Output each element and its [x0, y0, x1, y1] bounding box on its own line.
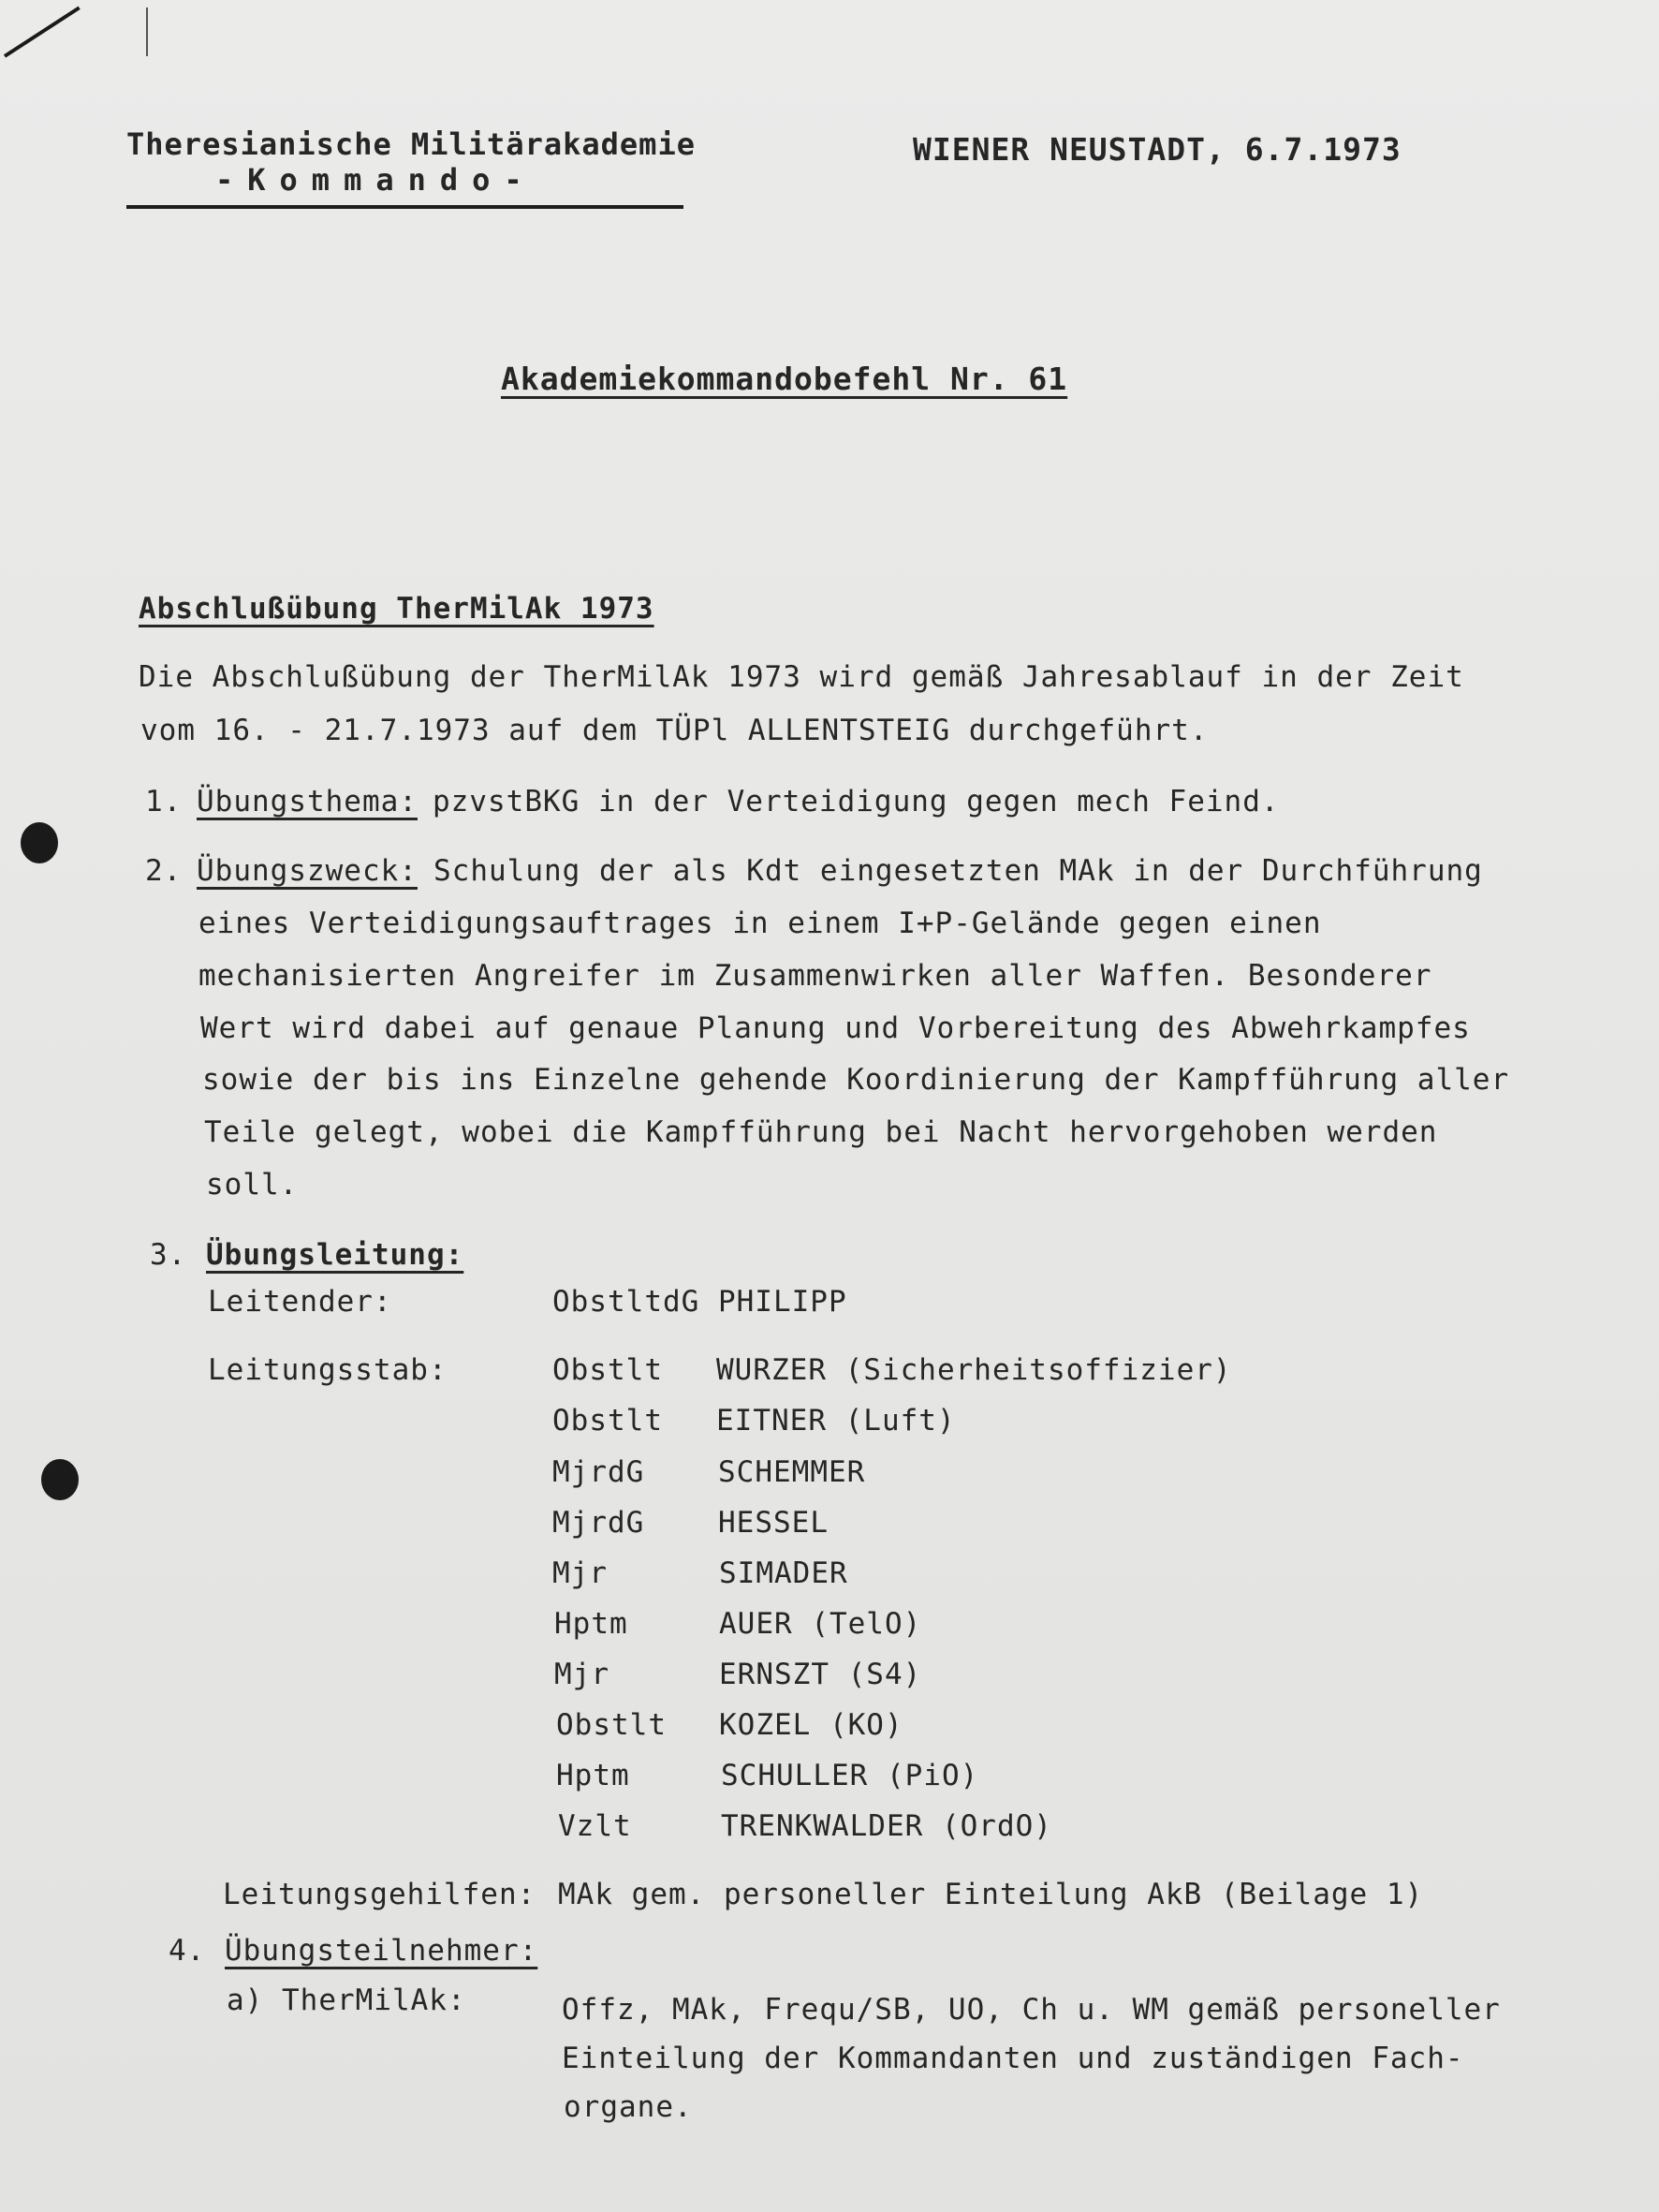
stab-rank: Obstlt	[552, 1353, 663, 1387]
stab-rank: MjrdG	[552, 1455, 645, 1489]
stab-name: HESSEL	[718, 1506, 829, 1540]
item-text: Schulung der als Kdt eingesetzten MAk in der Durchführung	[433, 854, 1483, 888]
leiter-label: Leitender:	[208, 1285, 392, 1319]
participant-a-line: organe.	[564, 2090, 693, 2124]
leiter-value: ObstltdG PHILIPP	[552, 1285, 847, 1319]
item-text-line: soll.	[206, 1168, 299, 1202]
stab-name: SIMADER	[719, 1556, 848, 1590]
letterhead-rule	[126, 205, 683, 209]
stab-name: TRENKWALDER (OrdO)	[721, 1809, 1052, 1843]
pen-mark-vertical	[146, 7, 148, 56]
stab-rank: Obstlt	[556, 1708, 667, 1742]
item-number: 2.	[145, 854, 183, 888]
gehilfen-label: Leitungsgehilfen:	[223, 1878, 536, 1911]
stab-rank: MjrdG	[552, 1506, 645, 1540]
item-text-line: sowie der bis ins Einzelne gehende Koordinierung der Kampfführung aller	[202, 1063, 1510, 1097]
participant-a-line: Offz, MAk, Frequ/SB, UO, Ch u. WM gemäß personeller	[562, 1993, 1501, 2027]
intro-line-1: Die Abschlußübung der TherMilAk 1973 wird gemäß Jahresablauf in der Zeit	[139, 660, 1464, 694]
intro-line-2: vom 16. - 21.7.1973 auf dem TÜPl ALLENTSTEIG durchgeführt.	[140, 714, 1209, 747]
section-heading: Abschlußübung TherMilAk 1973	[139, 592, 654, 626]
document-title: Akademiekommandobefehl Nr. 61	[501, 361, 1068, 397]
letterhead	[126, 126, 696, 209]
item-text-line: mechanisierten Angreifer im Zusammenwirken aller Waffen. Besonderer	[198, 959, 1432, 993]
stab-name: SCHEMMER	[718, 1455, 866, 1489]
item-text-line: Teile gelegt, wobei die Kampfführung bei Nacht hervorgehoben werden	[204, 1115, 1438, 1149]
punch-hole-top	[21, 822, 58, 863]
item-label: Übungsteilnehmer:	[225, 1934, 538, 1968]
item-label: Übungsleitung:	[206, 1238, 464, 1272]
stab-rank: Mjr	[552, 1556, 608, 1590]
item-text: pzvstBKG in der Verteidigung gegen mech Feind.	[433, 785, 1280, 818]
pen-mark	[4, 7, 81, 58]
participant-a-line: Einteilung der Kommandanten und zuständigen Fach-	[562, 2042, 1464, 2075]
item-number: 3.	[150, 1238, 187, 1272]
stab-rank: Mjr	[554, 1658, 609, 1691]
stab-name: SCHULLER (PiO)	[721, 1759, 979, 1792]
item-number: 4.	[169, 1934, 206, 1968]
stab-rank: Hptm	[556, 1759, 630, 1792]
item-number: 1.	[145, 785, 183, 818]
stab-rank: Vzlt	[558, 1809, 632, 1843]
stab-name: KOZEL (KO)	[719, 1708, 903, 1742]
item-label: Übungsthema:	[197, 785, 418, 818]
stab-name: EITNER (Luft)	[716, 1404, 956, 1438]
item-text-line: Wert wird dabei auf genaue Planung und Vorbereitung des Abwehrkampfes	[200, 1011, 1471, 1045]
participant-a-label: a) TherMilAk:	[227, 1983, 466, 2017]
stab-label: Leitungsstab:	[208, 1353, 448, 1387]
stab-rank: Obstlt	[552, 1404, 663, 1438]
place-date: WIENER NEUSTADT, 6.7.1973	[913, 131, 1402, 168]
punch-hole-bottom	[41, 1459, 79, 1500]
item-text-line: eines Verteidigungsauftrages in einem I+P-Gelände gegen einen	[198, 907, 1322, 940]
stab-name: ERNSZT (S4)	[719, 1658, 922, 1691]
item-label: Übungszweck:	[197, 854, 418, 888]
stab-name: WURZER (Sicherheitsoffizier)	[716, 1353, 1232, 1387]
gehilfen-value: MAk gem. personeller Einteilung AkB (Beilage 1)	[558, 1878, 1424, 1911]
stab-rank: Hptm	[554, 1607, 628, 1641]
org-name: Theresianische Militärakademie	[126, 126, 696, 162]
org-unit: -Kommando-	[215, 162, 536, 198]
stab-name: AUER (TelO)	[719, 1607, 922, 1641]
